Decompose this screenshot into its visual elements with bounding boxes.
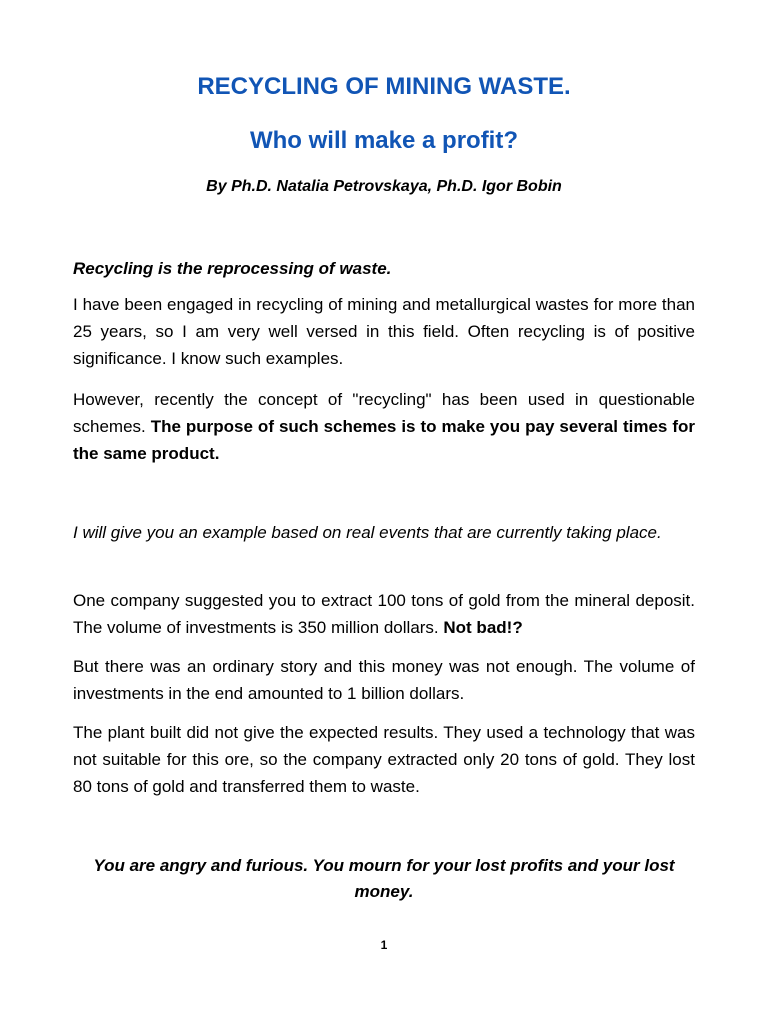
paragraph-investment xyxy=(73,587,695,641)
author-byline: By Ph.D. Natalia Petrovskaya, Ph.D. Igor Bobin xyxy=(206,178,562,195)
paragraph-example-intro: I will give you an example based on real events that are currently taking place. xyxy=(73,523,662,542)
document-subtitle: Who will make a profit? xyxy=(249,127,519,154)
paragraph-investment-emphasis: Not bad!? xyxy=(443,618,523,637)
paragraph-cost-overrun: But there was an ordinary story and this money was not enough. The volume of investments in the end amounted to 1 billion dollars. xyxy=(73,657,695,703)
paragraph-plant-results: The plant built did not give the expected results. They used a technology that was not suitable for this ore, so the company extracted only 20 tons of gold. They lost 80 tons of gold and transferred them to waste. xyxy=(73,723,695,796)
paragraph-experience: I have been engaged in recycling of mining and metallurgical wastes for more than 25 years, so I am very well versed in this field. Often recycling is of positive significance. I know such examples. xyxy=(73,295,695,368)
closing-statement: You are angry and furious. You mourn for your lost profits and your lost money. xyxy=(93,856,675,901)
paragraph-investment-text: One company suggested you to extract 100 tons of gold from the mineral deposit. The volume of investments is 350 million dollars. xyxy=(73,591,695,637)
document-title: RECYCLING OF MINING WASTE. xyxy=(197,73,571,100)
paragraph-schemes-text: However, recently the concept of "recycling" has been used in questionable schemes. xyxy=(73,390,695,436)
intro-statement: Recycling is the reprocessing of waste. xyxy=(73,259,392,278)
page-number: 1 xyxy=(380,938,388,952)
paragraph-schemes xyxy=(73,386,695,467)
paragraph-schemes-emphasis: The purpose of such schemes is to make you pay several times for the same product. xyxy=(73,417,695,463)
